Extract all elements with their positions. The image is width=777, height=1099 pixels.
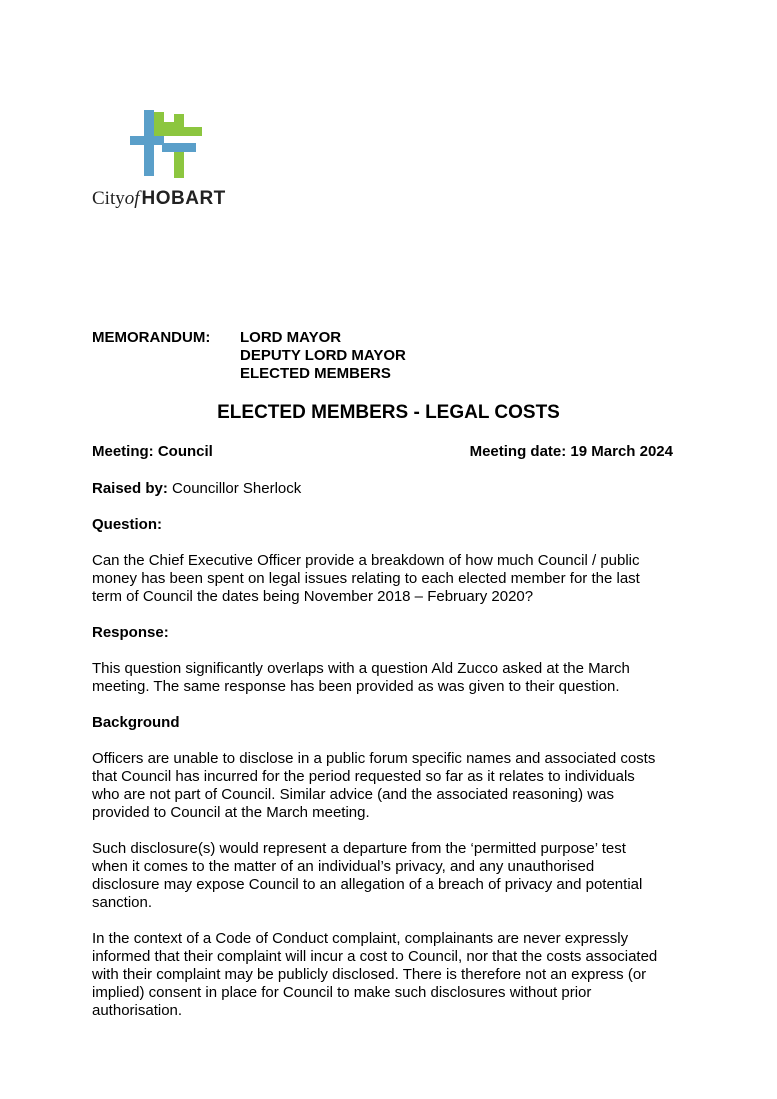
text-line: with their complaint may be publicly disclosed. There is therefore not an express (or (92, 966, 647, 983)
text-line: informed that their complaint will incur a cost to Council, nor that the costs associated (92, 948, 658, 965)
question-heading: Question: (92, 516, 162, 533)
logo-city-text: City (92, 188, 125, 209)
logo-hobart-text: HOBART (141, 188, 226, 209)
text-line: In the context of a Code of Conduct complaint, complainants are never expressly (92, 930, 629, 947)
text-line: Can the Chief Executive Officer provide a breakdown of how much Council / public (92, 552, 640, 569)
text-line: meeting. The same response has been provided as was given to their question. (92, 678, 620, 695)
document-title: ELECTED MEMBERS - LEGAL COSTS (217, 402, 560, 423)
logo-of-text: of (124, 188, 140, 209)
text-line: Officers are unable to disclose in a public forum specific names and associated costs (92, 750, 656, 767)
background-paragraph-1 (92, 750, 692, 822)
meeting-name: Meeting: Council (92, 443, 213, 460)
text-line: implied) consent in place for Council to make such disclosures without prior (92, 984, 592, 1001)
logo-wordmark (92, 188, 226, 210)
hobart-logo-mark-icon (130, 110, 202, 178)
text-line: money has been spent on legal issues relating to each elected member for the last (92, 570, 640, 587)
text-line: disclosure may expose Council to an allegation of a breach of privacy and potential (92, 876, 643, 893)
memo-recipient: LORD MAYOR (240, 329, 342, 346)
meeting-date: Meeting date: 19 March 2024 (469, 443, 673, 460)
background-paragraph-2 (92, 840, 692, 912)
raised-by-label: Raised by: (92, 480, 168, 497)
memo-recipient: DEPUTY LORD MAYOR (240, 347, 406, 364)
background-heading: Background (92, 714, 180, 731)
text-line: who are not part of Council. Similar advice (and the associated reasoning) was (92, 786, 614, 803)
raised-by-value: Councillor Sherlock (172, 480, 302, 497)
text-line: term of Council the dates being November 2018 – February 2020? (92, 588, 534, 605)
question-body (92, 552, 692, 606)
response-body (92, 660, 692, 696)
city-of-hobart-logo (92, 110, 242, 210)
memo-label: MEMORANDUM: (92, 329, 211, 346)
response-heading: Response: (92, 624, 169, 641)
text-line: that Council has incurred for the period requested so far as it relates to individuals (92, 768, 635, 785)
raised-by (92, 480, 692, 498)
text-line: provided to Council at the March meeting. (92, 804, 370, 821)
memo-recipient: ELECTED MEMBERS (240, 365, 391, 382)
text-line: authorisation. (92, 1002, 183, 1019)
background-paragraph-3 (92, 930, 692, 1020)
text-line: This question significantly overlaps with a question Ald Zucco asked at the March (92, 660, 630, 677)
text-line: when it comes to the matter of an individual’s privacy, and any unauthorised (92, 858, 595, 875)
text-line: Such disclosure(s) would represent a departure from the ‘permitted purpose’ test (92, 840, 626, 857)
text-line: sanction. (92, 894, 153, 911)
memo-recipients (240, 329, 406, 383)
